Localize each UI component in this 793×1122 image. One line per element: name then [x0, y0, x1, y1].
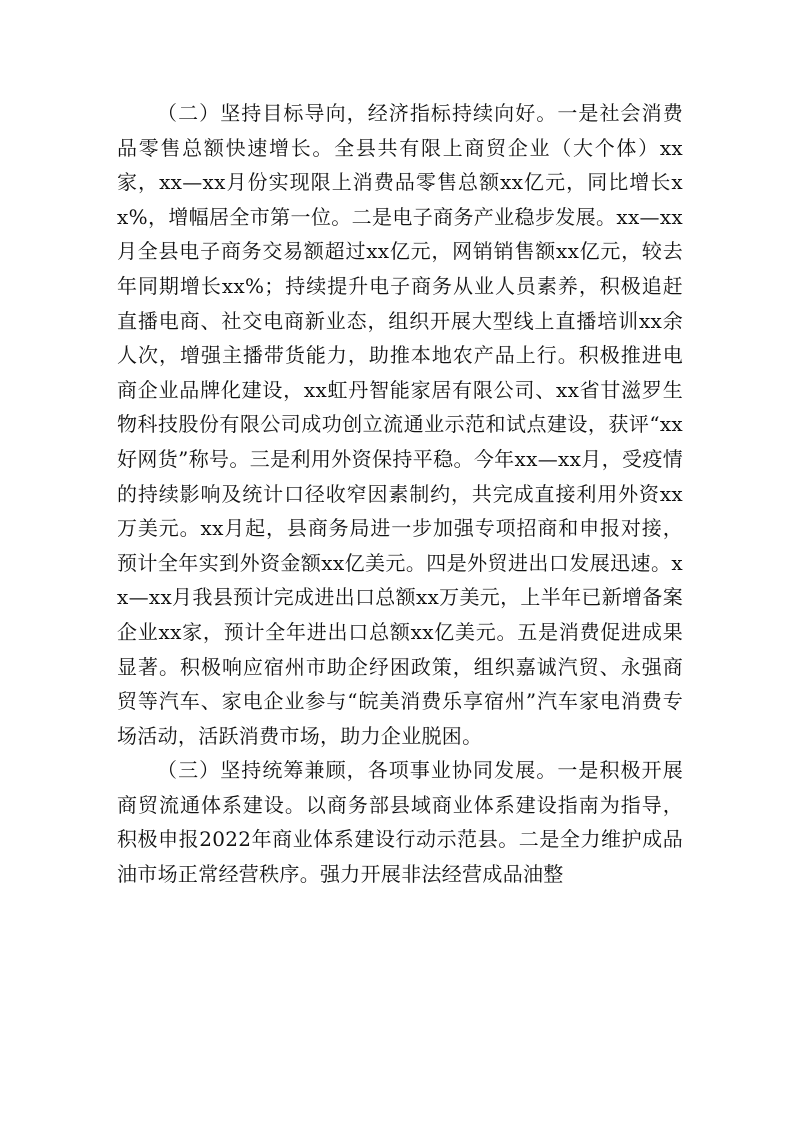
- document-page: [117, 96, 683, 892]
- paragraph-economic-indicators: （二）坚持目标导向，经济指标持续向好。一是社会消费品零售总额快速增长。全县共有限上商贸企业（大个体）xx家，xx—xx月份实现限上消费品零售总额xx亿元，同比增长xx%，增幅居全市第一位。二是电子商务产业稳步发展。xx—xx月全县电子商务交易额超过xx亿元，网销销售额xx亿元，较去年同期增长xx%；持续提升电子商务从业人员素养，积极追赶直播电商、社交电商新业态，组织开展大型线上直播培训xx余人次，增强主播带货能力，助推本地农产品上行。积极推进电商企业品牌化建设，xx虹丹智能家居有限公司、xx省甘滋罗生物科技股份有限公司成功创立流通业示范和试点建设，获评“xx好网货”称号。三是利用外资保持平稳。今年xx—xx月，受疫情的持续影响及统计口径收窄因素制约，共完成直接利用外资xx万美元。xx月起，县商务局进一步加强专项招商和申报对接，预计全年实到外资金额xx亿美元。四是外贸进出口发展迅速。xx—xx月我县预计完成进出口总额xx万美元，上半年已新增备案企业xx家，预计全年进出口总额xx亿美元。五是消费促进成果显著。积极响应宿州市助企纾困政策，组织嘉诚汽贸、永强商贸等汽车、家电企业参与“皖美消费乐享宿州”汽车家电消费专场活动，活跃消费市场，助力企业脱困。: [117, 101, 683, 748]
- paragraph-coordinated-development: （三）坚持统筹兼顾，各项事业协同发展。一是积极开展商贸流通体系建设。以商务部县域商业体系建设指南为指导，积极申报2022年商业体系建设行动示范县。二是全力维护成品油市场正常经营秩序。强力开展非法经营成品油整: [117, 758, 683, 887]
